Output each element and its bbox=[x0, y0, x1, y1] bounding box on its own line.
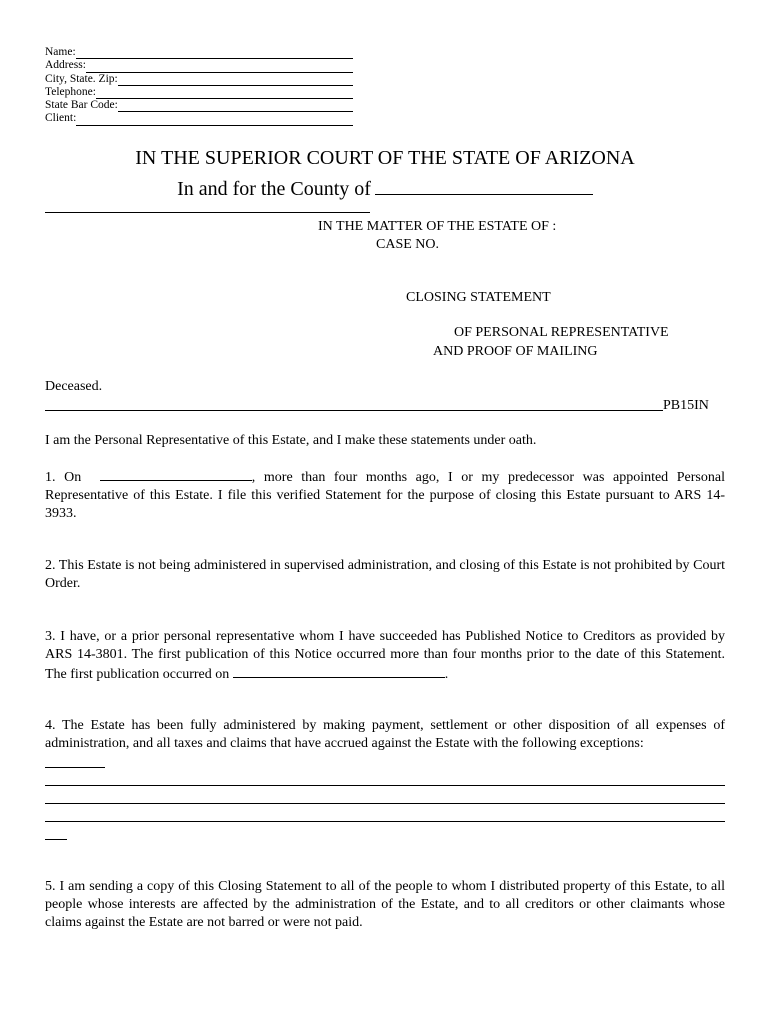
name-field[interactable] bbox=[45, 46, 353, 59]
doc-title-3: AND PROOF OF MAILING bbox=[433, 344, 598, 359]
city-state-zip-label: City, State. Zip: bbox=[45, 72, 118, 85]
estate-name-line[interactable] bbox=[45, 212, 370, 213]
exceptions-line-2[interactable] bbox=[45, 803, 725, 804]
paragraph-1-rest: , more than four months ago, I or my predecessor was appointed Personal Representative of this Estate. I file this verified Statement for the purpose of closing this Estate pursuant to ARS 14-3933. bbox=[45, 470, 725, 521]
county-blank[interactable] bbox=[375, 174, 593, 195]
exceptions-line-1[interactable] bbox=[45, 785, 725, 786]
matter-label: IN THE MATTER OF THE ESTATE OF : bbox=[318, 219, 557, 234]
client-label: Client: bbox=[45, 112, 77, 125]
paragraph-3-text: 3. I have, or a prior personal representative whom I have succeeded has Published Notice to Creditors as provided by ARS 14-3801. The first publication of this Notice occurred more than four months prior to the date of this Statement. The first publication occurred on bbox=[45, 629, 725, 682]
publication-date-blank[interactable] bbox=[233, 664, 445, 678]
appointment-date-blank[interactable] bbox=[100, 467, 252, 481]
court-title: IN THE SUPERIOR COURT OF THE STATE OF ARIZONA bbox=[135, 147, 635, 169]
telephone-label: Telephone: bbox=[45, 85, 96, 98]
state-bar-code-field[interactable] bbox=[45, 99, 353, 112]
paragraph-2: 2. This Estate is not being administered in supervised administration, and closing of this Estate is not prohibited by Court Order. bbox=[45, 558, 725, 591]
name-label: Name: bbox=[45, 46, 76, 58]
county-line bbox=[0, 174, 770, 201]
deceased-label: Deceased. bbox=[45, 379, 103, 394]
paragraph-4: 4. The Estate has been fully administered by making payment, settlement or other disposition of all expenses of administration, and all taxes and claims that have accrued against the Estate with the following exceptions: bbox=[45, 718, 725, 751]
exceptions-line-3[interactable] bbox=[45, 821, 725, 822]
client-field[interactable] bbox=[45, 112, 353, 125]
doc-title-2: OF PERSONAL REPRESENTATIVE bbox=[454, 325, 669, 340]
client-line bbox=[76, 116, 353, 126]
paragraph-1 bbox=[45, 467, 725, 523]
form-code: PB15IN bbox=[663, 398, 709, 413]
case-no-label: CASE NO. bbox=[376, 237, 440, 252]
city-state-zip-line bbox=[118, 76, 353, 86]
telephone-field[interactable] bbox=[45, 86, 353, 99]
city-state-zip-field[interactable] bbox=[45, 73, 353, 86]
intro-statement: I am the Personal Representative of this Estate, and I make these statements under oath. bbox=[45, 433, 537, 448]
telephone-line bbox=[96, 89, 353, 99]
paragraph-3 bbox=[45, 628, 725, 684]
paragraph-5: 5. I am sending a copy of this Closing Statement to all of the people to whom I distributed property of this Estate, to all people whose interests are affected by the administration of the Estate, and to all creditors or other claimants whose claims against the Estate are not barred or were not paid. bbox=[45, 879, 725, 930]
exceptions-line-0[interactable] bbox=[45, 767, 105, 768]
attorney-info-block bbox=[45, 46, 353, 126]
state-bar-code-label: State Bar Code: bbox=[45, 99, 118, 112]
address-label: Address: bbox=[45, 59, 86, 72]
paragraph-3-end: . bbox=[444, 667, 449, 682]
doc-title-1: CLOSING STATEMENT bbox=[406, 290, 551, 305]
address-line bbox=[86, 63, 353, 73]
county-label: In and for the County of bbox=[177, 178, 371, 200]
state-bar-code-line bbox=[118, 102, 353, 112]
exceptions-line-4[interactable] bbox=[45, 839, 67, 840]
caption-divider bbox=[45, 410, 663, 411]
paragraph-1-start: 1. On bbox=[45, 470, 82, 485]
name-line bbox=[76, 49, 353, 59]
address-field[interactable] bbox=[45, 59, 353, 72]
